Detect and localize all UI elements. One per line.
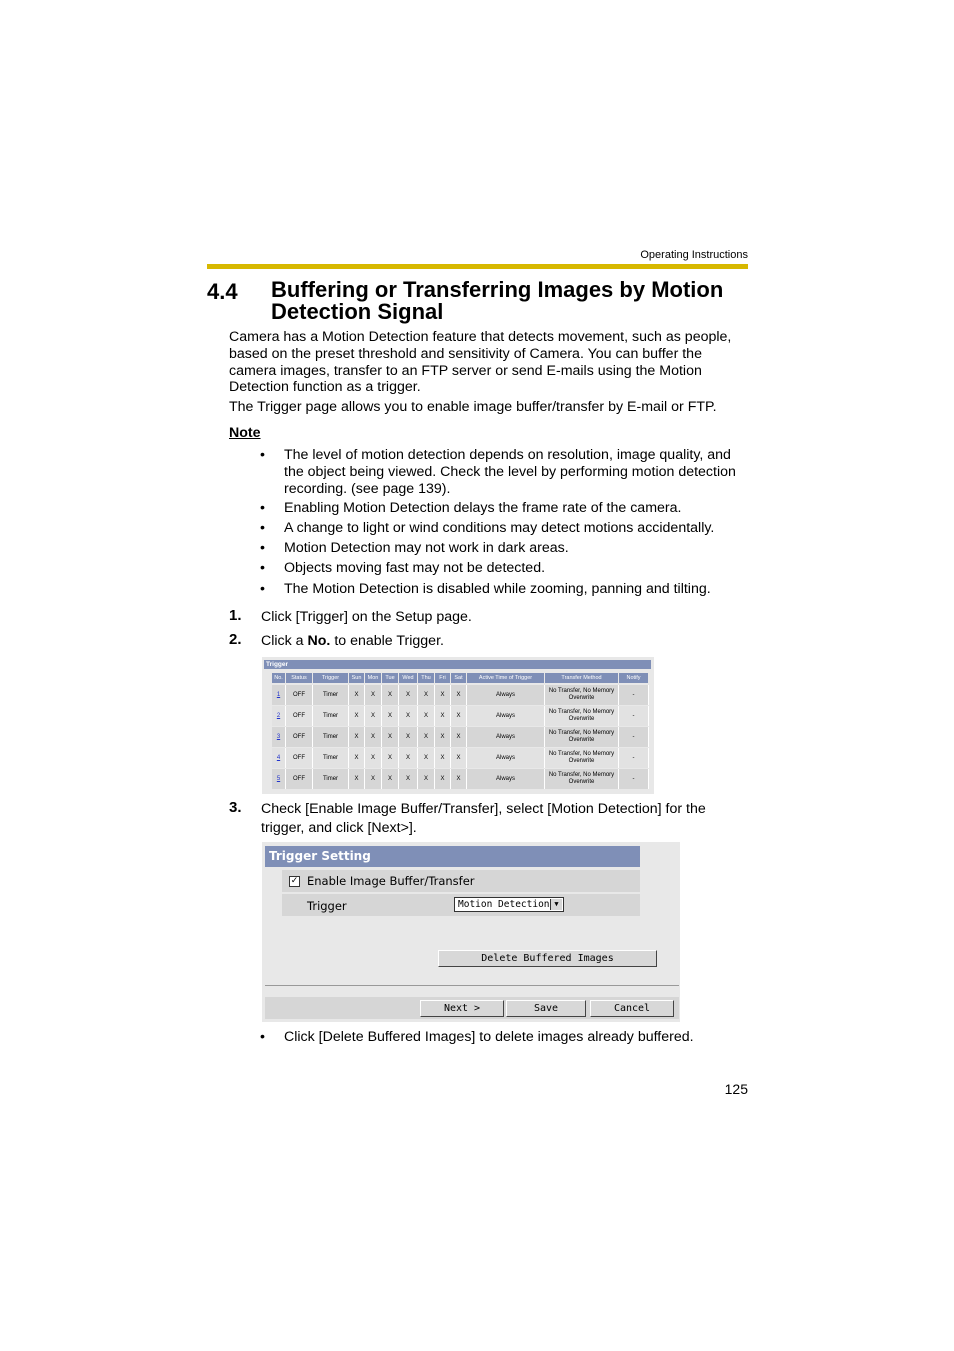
enable-label: Enable Image Buffer/Transfer — [307, 874, 475, 888]
table-header-cell: Trigger — [313, 673, 349, 683]
table-row — [272, 727, 649, 747]
bullet-glyph: • — [260, 581, 265, 597]
table-cell: X — [418, 748, 435, 768]
trigger-row — [282, 894, 640, 916]
bullet-glyph: • — [260, 540, 265, 556]
cancel-button[interactable]: Cancel — [590, 1000, 674, 1017]
table-row — [272, 748, 649, 768]
bullet-glyph: • — [260, 1029, 265, 1045]
table-cell: OFF — [286, 727, 313, 747]
table-cell: X — [451, 685, 467, 705]
header-rule — [207, 264, 748, 269]
table-cell: X — [349, 706, 365, 726]
table-cell: No Transfer, No Memory Overwrite — [545, 685, 619, 705]
intro-paragraph-2: The Trigger page allows you to enable image buffer/transfer by E-mail or FTP. — [229, 399, 717, 415]
bullet-glyph: • — [260, 500, 265, 516]
trigger-setting-screenshot — [262, 842, 680, 1022]
table-cell: Always — [467, 769, 545, 789]
table-header-cell: Sun — [349, 673, 365, 683]
table-cell: No Transfer, No Memory Overwrite — [545, 748, 619, 768]
note-heading: Note — [229, 425, 261, 441]
table-cell: X — [435, 748, 451, 768]
trigger-select-value: Motion Detection — [458, 899, 550, 910]
table-cell: X — [382, 706, 399, 726]
table-cell: X — [382, 685, 399, 705]
step-number: 1. — [229, 607, 242, 624]
table-cell: Always — [467, 727, 545, 747]
table-header-cell: Fri — [435, 673, 451, 683]
table-header-cell: Tue — [382, 673, 399, 683]
trigger-table-screenshot — [262, 657, 654, 794]
table-header-cell: Thu — [418, 673, 435, 683]
table-cell: OFF — [286, 769, 313, 789]
table-cell: X — [418, 706, 435, 726]
after-bullet-text: Click [Delete Buffered Images] to delete images already buffered. — [284, 1029, 694, 1045]
note-bullet-text: Objects moving fast may not be detected. — [284, 560, 546, 576]
trigger-number-link[interactable]: 4 — [272, 748, 286, 768]
table-cell: X — [382, 769, 399, 789]
table-cell: X — [451, 706, 467, 726]
save-button[interactable]: Save — [506, 1000, 586, 1017]
step-text: Click [Trigger] on the Setup page. — [261, 609, 472, 625]
table-cell: Timer — [313, 706, 349, 726]
separator — [265, 985, 679, 986]
table-cell: X — [399, 706, 418, 726]
table-cell: X — [435, 727, 451, 747]
next-button[interactable]: Next > — [420, 1000, 504, 1017]
trigger-select[interactable] — [454, 897, 564, 912]
table-cell: X — [349, 748, 365, 768]
table-cell: X — [451, 748, 467, 768]
note-bullet — [260, 560, 750, 578]
after-bullet — [260, 1029, 750, 1047]
bullet-glyph: • — [260, 447, 265, 463]
trigger-number-link[interactable]: 1 — [272, 685, 286, 705]
table-cell: No Transfer, No Memory Overwrite — [545, 706, 619, 726]
delete-buffered-images-button[interactable]: Delete Buffered Images — [438, 950, 657, 967]
note-bullet — [260, 540, 750, 558]
table-cell: X — [435, 685, 451, 705]
table-cell: Always — [467, 748, 545, 768]
table-cell: X — [349, 727, 365, 747]
step-text-pre: Click a — [261, 633, 308, 649]
note-bullet — [260, 520, 750, 538]
step-text-bold: No. — [307, 633, 331, 649]
table-cell: Timer — [313, 685, 349, 705]
table-cell: X — [418, 769, 435, 789]
table-header-cell: Notify — [619, 673, 649, 683]
note-bullet — [260, 500, 750, 518]
running-header: Operating Instructions — [640, 249, 748, 261]
table-cell: OFF — [286, 706, 313, 726]
table-cell: - — [619, 748, 649, 768]
step-number: 2. — [229, 631, 242, 648]
table-cell: OFF — [286, 685, 313, 705]
table-cell: X — [418, 727, 435, 747]
trigger-setting-title: Trigger Setting — [265, 846, 640, 867]
table-cell: Always — [467, 706, 545, 726]
table-cell: X — [399, 769, 418, 789]
table-cell: X — [435, 706, 451, 726]
table-cell: X — [435, 769, 451, 789]
table-row — [272, 769, 649, 789]
table-cell: X — [399, 748, 418, 768]
trigger-number-link[interactable]: 2 — [272, 706, 286, 726]
table-header-cell: Sat — [451, 673, 467, 683]
table-cell: - — [619, 685, 649, 705]
intro-paragraph-1: Camera has a Motion Detection feature that detects movement, such as people, based on the preset threshold and sensitivity of Camera. You can buffer the camera images, transfer to an FTP server or send E-mails using the Motion Detection function as a trigger. — [229, 329, 732, 396]
trigger-table-header — [272, 673, 649, 683]
note-bullet-text: The level of motion detection depends on resolution, image quality, and the object being viewed. Check the level by performing motion detection recording. (see page 139). — [284, 447, 736, 497]
table-cell: - — [619, 769, 649, 789]
trigger-number-link[interactable]: 5 — [272, 769, 286, 789]
table-cell: X — [365, 706, 382, 726]
step-number: 3. — [229, 799, 242, 816]
table-cell: X — [451, 769, 467, 789]
table-header-cell: Transfer Method — [545, 673, 619, 683]
note-bullet — [260, 581, 750, 599]
table-cell: - — [619, 706, 649, 726]
table-cell: X — [349, 769, 365, 789]
section-number: 4.4 — [207, 279, 238, 304]
enable-row — [282, 870, 640, 892]
table-cell: X — [399, 685, 418, 705]
step-text: Check [Enable Image Buffer/Transfer], select [Motion Detection] for the trigger, and click [Next>]. — [261, 801, 706, 836]
table-header-cell: Active Time of Trigger — [467, 673, 545, 683]
note-bullet — [260, 447, 750, 499]
trigger-table-title: Trigger — [264, 660, 651, 669]
note-bullet-text: A change to light or wind conditions may detect motions accidentally. — [284, 520, 715, 536]
trigger-number-link[interactable]: 3 — [272, 727, 286, 747]
note-bullet-text: Motion Detection may not work in dark areas. — [284, 540, 569, 556]
step-text — [261, 632, 751, 651]
table-cell: OFF — [286, 748, 313, 768]
table-row — [272, 685, 649, 705]
table-row — [272, 706, 649, 726]
section-title: Buffering or Transferring Images by Motion Detection Signal — [271, 277, 724, 324]
chevron-down-icon: ▼ — [550, 899, 562, 910]
bullet-glyph: • — [260, 520, 265, 536]
table-cell: Timer — [313, 748, 349, 768]
table-header-cell: Status — [286, 673, 313, 683]
table-cell: X — [418, 685, 435, 705]
table-cell: Timer — [313, 769, 349, 789]
table-cell: X — [365, 748, 382, 768]
enable-checkbox[interactable]: ✓ — [290, 876, 299, 886]
bullet-glyph: • — [260, 560, 265, 576]
table-cell: X — [399, 727, 418, 747]
table-header-cell: Mon — [365, 673, 382, 683]
table-header-cell: No. — [272, 673, 286, 683]
page-number: 125 — [724, 1081, 748, 1097]
button-bar — [265, 997, 679, 1019]
table-cell: X — [365, 685, 382, 705]
table-cell: X — [365, 769, 382, 789]
table-cell: X — [382, 727, 399, 747]
table-header-cell: Wed — [399, 673, 418, 683]
table-cell: X — [365, 727, 382, 747]
table-cell: Always — [467, 685, 545, 705]
table-cell: - — [619, 727, 649, 747]
note-bullet-text: The Motion Detection is disabled while zooming, panning and tilting. — [284, 581, 711, 597]
trigger-label: Trigger — [307, 899, 347, 913]
table-cell: Timer — [313, 727, 349, 747]
table-cell: No Transfer, No Memory Overwrite — [545, 769, 619, 789]
step-text-post: to enable Trigger. — [330, 633, 444, 649]
table-cell: X — [451, 727, 467, 747]
table-cell: X — [382, 748, 399, 768]
table-cell: No Transfer, No Memory Overwrite — [545, 727, 619, 747]
note-bullet-text: Enabling Motion Detection delays the frame rate of the camera. — [284, 500, 682, 516]
table-cell: X — [349, 685, 365, 705]
